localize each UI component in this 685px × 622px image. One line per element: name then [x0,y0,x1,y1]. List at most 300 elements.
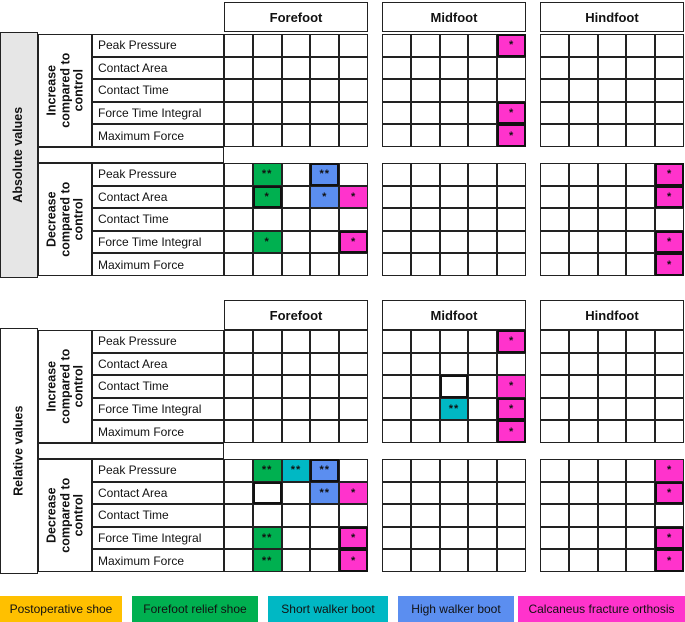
grid-cell [468,79,497,102]
grid-cell [540,57,569,80]
row-label: Contact Time [92,208,224,231]
grid-cell [282,208,311,231]
grid-cell [626,353,655,376]
grid-cell [382,208,411,231]
grid-cell [224,163,253,186]
grid-cell [598,57,627,80]
grid-cell [411,231,440,254]
grid-cell [440,253,469,276]
grid-cell [282,482,311,505]
group-label-line: Decrease [43,487,58,544]
region-header-forefoot: Forefoot [224,2,368,32]
region-header-hindfoot: Hindfoot [540,2,684,32]
group-label-line: control [70,494,85,537]
group-label-increase [38,34,92,147]
grid-cell [310,527,339,550]
grid-cell [224,330,253,353]
grid-cell [468,420,497,443]
grid-cell [468,482,497,505]
grid-cell [598,253,627,276]
grid-cell [598,353,627,376]
row-label: Contact Area [92,353,224,376]
grid-cell [339,420,368,443]
grid-cell [411,459,440,482]
grid-cell [598,459,627,482]
significance-cell: ** [253,163,282,186]
grid-cell [440,353,469,376]
row-label: Peak Pressure [92,330,224,353]
grid-cell [253,102,282,125]
group-label-text [45,182,86,257]
grid-cell [310,375,339,398]
grid-cell [440,231,469,254]
significance-cell: * [339,482,368,505]
grid-cell [440,34,469,57]
significance-cell: * [253,186,282,209]
group-label-wrap [39,460,91,571]
grid-cell [497,527,526,550]
row-label: Contact Time [92,79,224,102]
grid-cell [655,34,684,57]
grid-cell [411,549,440,572]
grid-cell [569,253,598,276]
grid-cell [253,504,282,527]
grid-cell [497,57,526,80]
grid-cell [282,34,311,57]
group-label-line: control [70,198,85,241]
grid-cell [626,163,655,186]
section-label-wrap [1,33,37,277]
grid-cell [382,186,411,209]
significance-cell: ** [310,459,339,482]
grid-cell [382,527,411,550]
grid-cell [339,79,368,102]
grid-cell [339,34,368,57]
section-absolute [0,32,38,278]
grid-cell [440,459,469,482]
grid-cell [540,398,569,421]
grid-cell [224,459,253,482]
row-label: Contact Time [92,504,224,527]
grid-cell [468,527,497,550]
grid-cell [497,186,526,209]
grid-cell [224,208,253,231]
grid-cell [626,34,655,57]
significance-cell: * [497,375,526,398]
row-label: Force Time Integral [92,527,224,550]
grid-cell [253,79,282,102]
grid-cell [440,79,469,102]
row-label: Force Time Integral [92,231,224,254]
grid-cell [655,375,684,398]
significance-cell [440,375,469,398]
grid-cell [569,527,598,550]
grid-cell [440,330,469,353]
grid-cell [626,549,655,572]
grid-cell [310,34,339,57]
region-header-midfoot: Midfoot [382,2,526,32]
grid-cell [468,353,497,376]
region-header-hindfoot: Hindfoot [540,300,684,330]
grid-cell [598,34,627,57]
grid-cell [540,253,569,276]
grid-cell [540,163,569,186]
grid-cell [598,186,627,209]
grid-cell [468,186,497,209]
grid-cell [310,79,339,102]
grid-cell [497,549,526,572]
significance-cell: * [497,102,526,125]
grid-cell [282,527,311,550]
grid-cell [382,124,411,147]
grid-cell [253,124,282,147]
grid-cell [411,398,440,421]
grid-cell [224,57,253,80]
grid-cell [569,375,598,398]
grid-cell [569,231,598,254]
grid-cell [282,253,311,276]
grid-cell [440,208,469,231]
grid-cell [411,527,440,550]
grid-cell [310,57,339,80]
significance-cell: * [310,186,339,209]
grid-cell [468,504,497,527]
grid-cell [468,208,497,231]
grid-cell [655,208,684,231]
grid-cell [569,420,598,443]
grid-cell [339,102,368,125]
grid-cell [411,186,440,209]
grid-cell [598,482,627,505]
grid-cell [468,459,497,482]
grid-cell [411,34,440,57]
group-label-text [45,349,86,424]
group-label-decrease [38,163,92,276]
grid-cell [282,231,311,254]
grid-cell [411,124,440,147]
grid-cell [598,102,627,125]
grid-cell [411,163,440,186]
group-label-wrap [39,331,91,442]
grid-cell [253,375,282,398]
significance-cell: * [497,330,526,353]
grid-cell [253,253,282,276]
grid-cell [626,231,655,254]
significance-cell: * [339,231,368,254]
grid-cell [440,124,469,147]
grid-cell [382,57,411,80]
significance-cell: * [339,527,368,550]
grid-cell [497,163,526,186]
grid-cell [310,398,339,421]
grid-cell [540,549,569,572]
grid-cell [440,482,469,505]
grid-cell [282,353,311,376]
grid-cell [598,231,627,254]
grid-cell [224,504,253,527]
grid-cell [339,163,368,186]
grid-cell [282,420,311,443]
grid-cell [540,482,569,505]
group-separator [38,147,224,163]
grid-cell [468,57,497,80]
grid-cell [224,34,253,57]
grid-cell [282,375,311,398]
grid-cell [339,459,368,482]
grid-cell [626,57,655,80]
grid-cell [540,504,569,527]
grid-cell [382,79,411,102]
significance-cell: * [655,482,684,505]
grid-cell [468,398,497,421]
grid-cell [598,163,627,186]
grid-cell [497,353,526,376]
grid-cell [626,102,655,125]
grid-cell [224,527,253,550]
grid-cell [598,527,627,550]
grid-cell [440,504,469,527]
grid-cell [626,186,655,209]
significance-cell: ** [253,527,282,550]
legend-item: High walker boot [398,596,514,622]
grid-cell [411,353,440,376]
grid-cell [626,398,655,421]
row-label: Force Time Integral [92,102,224,125]
group-label-decrease [38,459,92,572]
grid-cell [440,549,469,572]
grid-cell [382,375,411,398]
grid-cell [282,163,311,186]
significance-cell: * [655,163,684,186]
grid-cell [569,504,598,527]
significance-cell: ** [282,459,311,482]
group-label-wrap [39,164,91,275]
grid-cell [411,375,440,398]
grid-cell [468,549,497,572]
grid-cell [310,124,339,147]
grid-cell [468,253,497,276]
grid-cell [224,420,253,443]
grid-cell [655,504,684,527]
grid-cell [382,231,411,254]
grid-cell [569,549,598,572]
grid-cell [598,124,627,147]
grid-cell [382,253,411,276]
legend-item: Short walker boot [268,596,388,622]
grid-cell [497,231,526,254]
grid-cell [310,504,339,527]
significance-cell: * [339,186,368,209]
grid-cell [440,186,469,209]
grid-cell [382,353,411,376]
grid-cell [569,330,598,353]
grid-cell [468,163,497,186]
grid-cell [569,163,598,186]
significance-cell: * [497,124,526,147]
grid-cell [569,79,598,102]
grid-cell [497,504,526,527]
grid-cell [626,375,655,398]
grid-cell [540,208,569,231]
grid-cell [440,102,469,125]
significance-cell: * [655,527,684,550]
group-label-line: compared to [57,348,72,425]
grid-cell [655,57,684,80]
grid-cell [540,375,569,398]
section-label: Relative values [11,405,26,497]
grid-cell [440,163,469,186]
row-label: Maximum Force [92,253,224,276]
grid-cell [253,420,282,443]
grid-cell [440,57,469,80]
grid-cell [598,504,627,527]
grid-cell [569,34,598,57]
grid-cell [655,353,684,376]
grid-cell [655,79,684,102]
significance-cell [253,482,282,505]
grid-cell [626,420,655,443]
grid-cell [253,398,282,421]
group-label-line: compared to [57,477,72,554]
section-label-wrap [1,329,37,573]
grid-cell [382,102,411,125]
group-label-line: compared to [57,181,72,258]
significance-cell: ** [310,163,339,186]
section-relative [0,328,38,574]
group-label-line: control [70,365,85,408]
grid-cell [224,79,253,102]
grid-cell [655,330,684,353]
grid-cell [626,124,655,147]
grid-cell [540,459,569,482]
significance-cell: ** [253,459,282,482]
grid-cell [598,208,627,231]
row-label: Contact Area [92,57,224,80]
group-label-text [45,53,86,128]
grid-cell [310,353,339,376]
grid-cell [540,102,569,125]
grid-cell [253,330,282,353]
significance-cell: * [497,398,526,421]
grid-cell [497,208,526,231]
grid-cell [253,208,282,231]
section-label: Absolute values [11,107,26,203]
grid-cell [626,482,655,505]
row-label: Contact Area [92,482,224,505]
grid-cell [540,527,569,550]
grid-cell [411,253,440,276]
grid-cell [655,102,684,125]
grid-cell [540,330,569,353]
grid-cell [382,482,411,505]
grid-cell [411,208,440,231]
significance-cell: ** [310,482,339,505]
grid-cell [282,124,311,147]
row-label: Maximum Force [92,549,224,572]
grid-cell [224,375,253,398]
significance-cell: * [497,420,526,443]
group-label-text [45,478,86,553]
grid-cell [626,330,655,353]
grid-cell [540,34,569,57]
grid-cell [540,420,569,443]
grid-cell [224,353,253,376]
grid-cell [626,459,655,482]
grid-cell [382,549,411,572]
grid-cell [411,330,440,353]
grid-cell [224,482,253,505]
row-label: Peak Pressure [92,163,224,186]
grid-cell [310,330,339,353]
grid-cell [310,420,339,443]
grid-cell [440,420,469,443]
grid-cell [282,398,311,421]
grid-cell [224,124,253,147]
grid-cell [253,353,282,376]
significance-cell: * [253,231,282,254]
grid-cell [626,79,655,102]
grid-cell [382,504,411,527]
grid-cell [282,504,311,527]
grid-cell [339,57,368,80]
grid-cell [540,124,569,147]
grid-cell [468,102,497,125]
grid-cell [468,124,497,147]
legend-item: Calcaneus fracture orthosis [518,596,685,622]
grid-cell [253,57,282,80]
grid-cell [440,527,469,550]
grid-cell [339,398,368,421]
grid-cell [569,208,598,231]
grid-cell [310,549,339,572]
significance-cell: * [655,186,684,209]
group-label-line: Increase [43,65,58,116]
significance-cell: * [655,253,684,276]
region-header-midfoot: Midfoot [382,300,526,330]
legend-item: Postoperative shoe [0,596,122,622]
grid-cell [655,420,684,443]
grid-cell [339,208,368,231]
grid-cell [282,330,311,353]
grid-cell [253,34,282,57]
grid-cell [569,186,598,209]
grid-cell [382,163,411,186]
grid-cell [282,102,311,125]
grid-cell [569,102,598,125]
legend-item: Forefoot relief shoe [132,596,258,622]
grid-cell [497,482,526,505]
grid-cell [224,253,253,276]
grid-cell [540,353,569,376]
group-label-line: control [70,69,85,112]
grid-cell [310,208,339,231]
grid-cell [382,330,411,353]
group-label-increase [38,330,92,443]
row-label: Contact Area [92,186,224,209]
grid-cell [569,459,598,482]
grid-cell [339,375,368,398]
grid-cell [339,253,368,276]
grid-cell [411,482,440,505]
significance-cell: * [655,459,684,482]
grid-cell [224,398,253,421]
grid-cell [569,482,598,505]
grid-cell [411,504,440,527]
grid-cell [382,420,411,443]
grid-cell [598,375,627,398]
grid-cell [224,102,253,125]
grid-cell [497,253,526,276]
